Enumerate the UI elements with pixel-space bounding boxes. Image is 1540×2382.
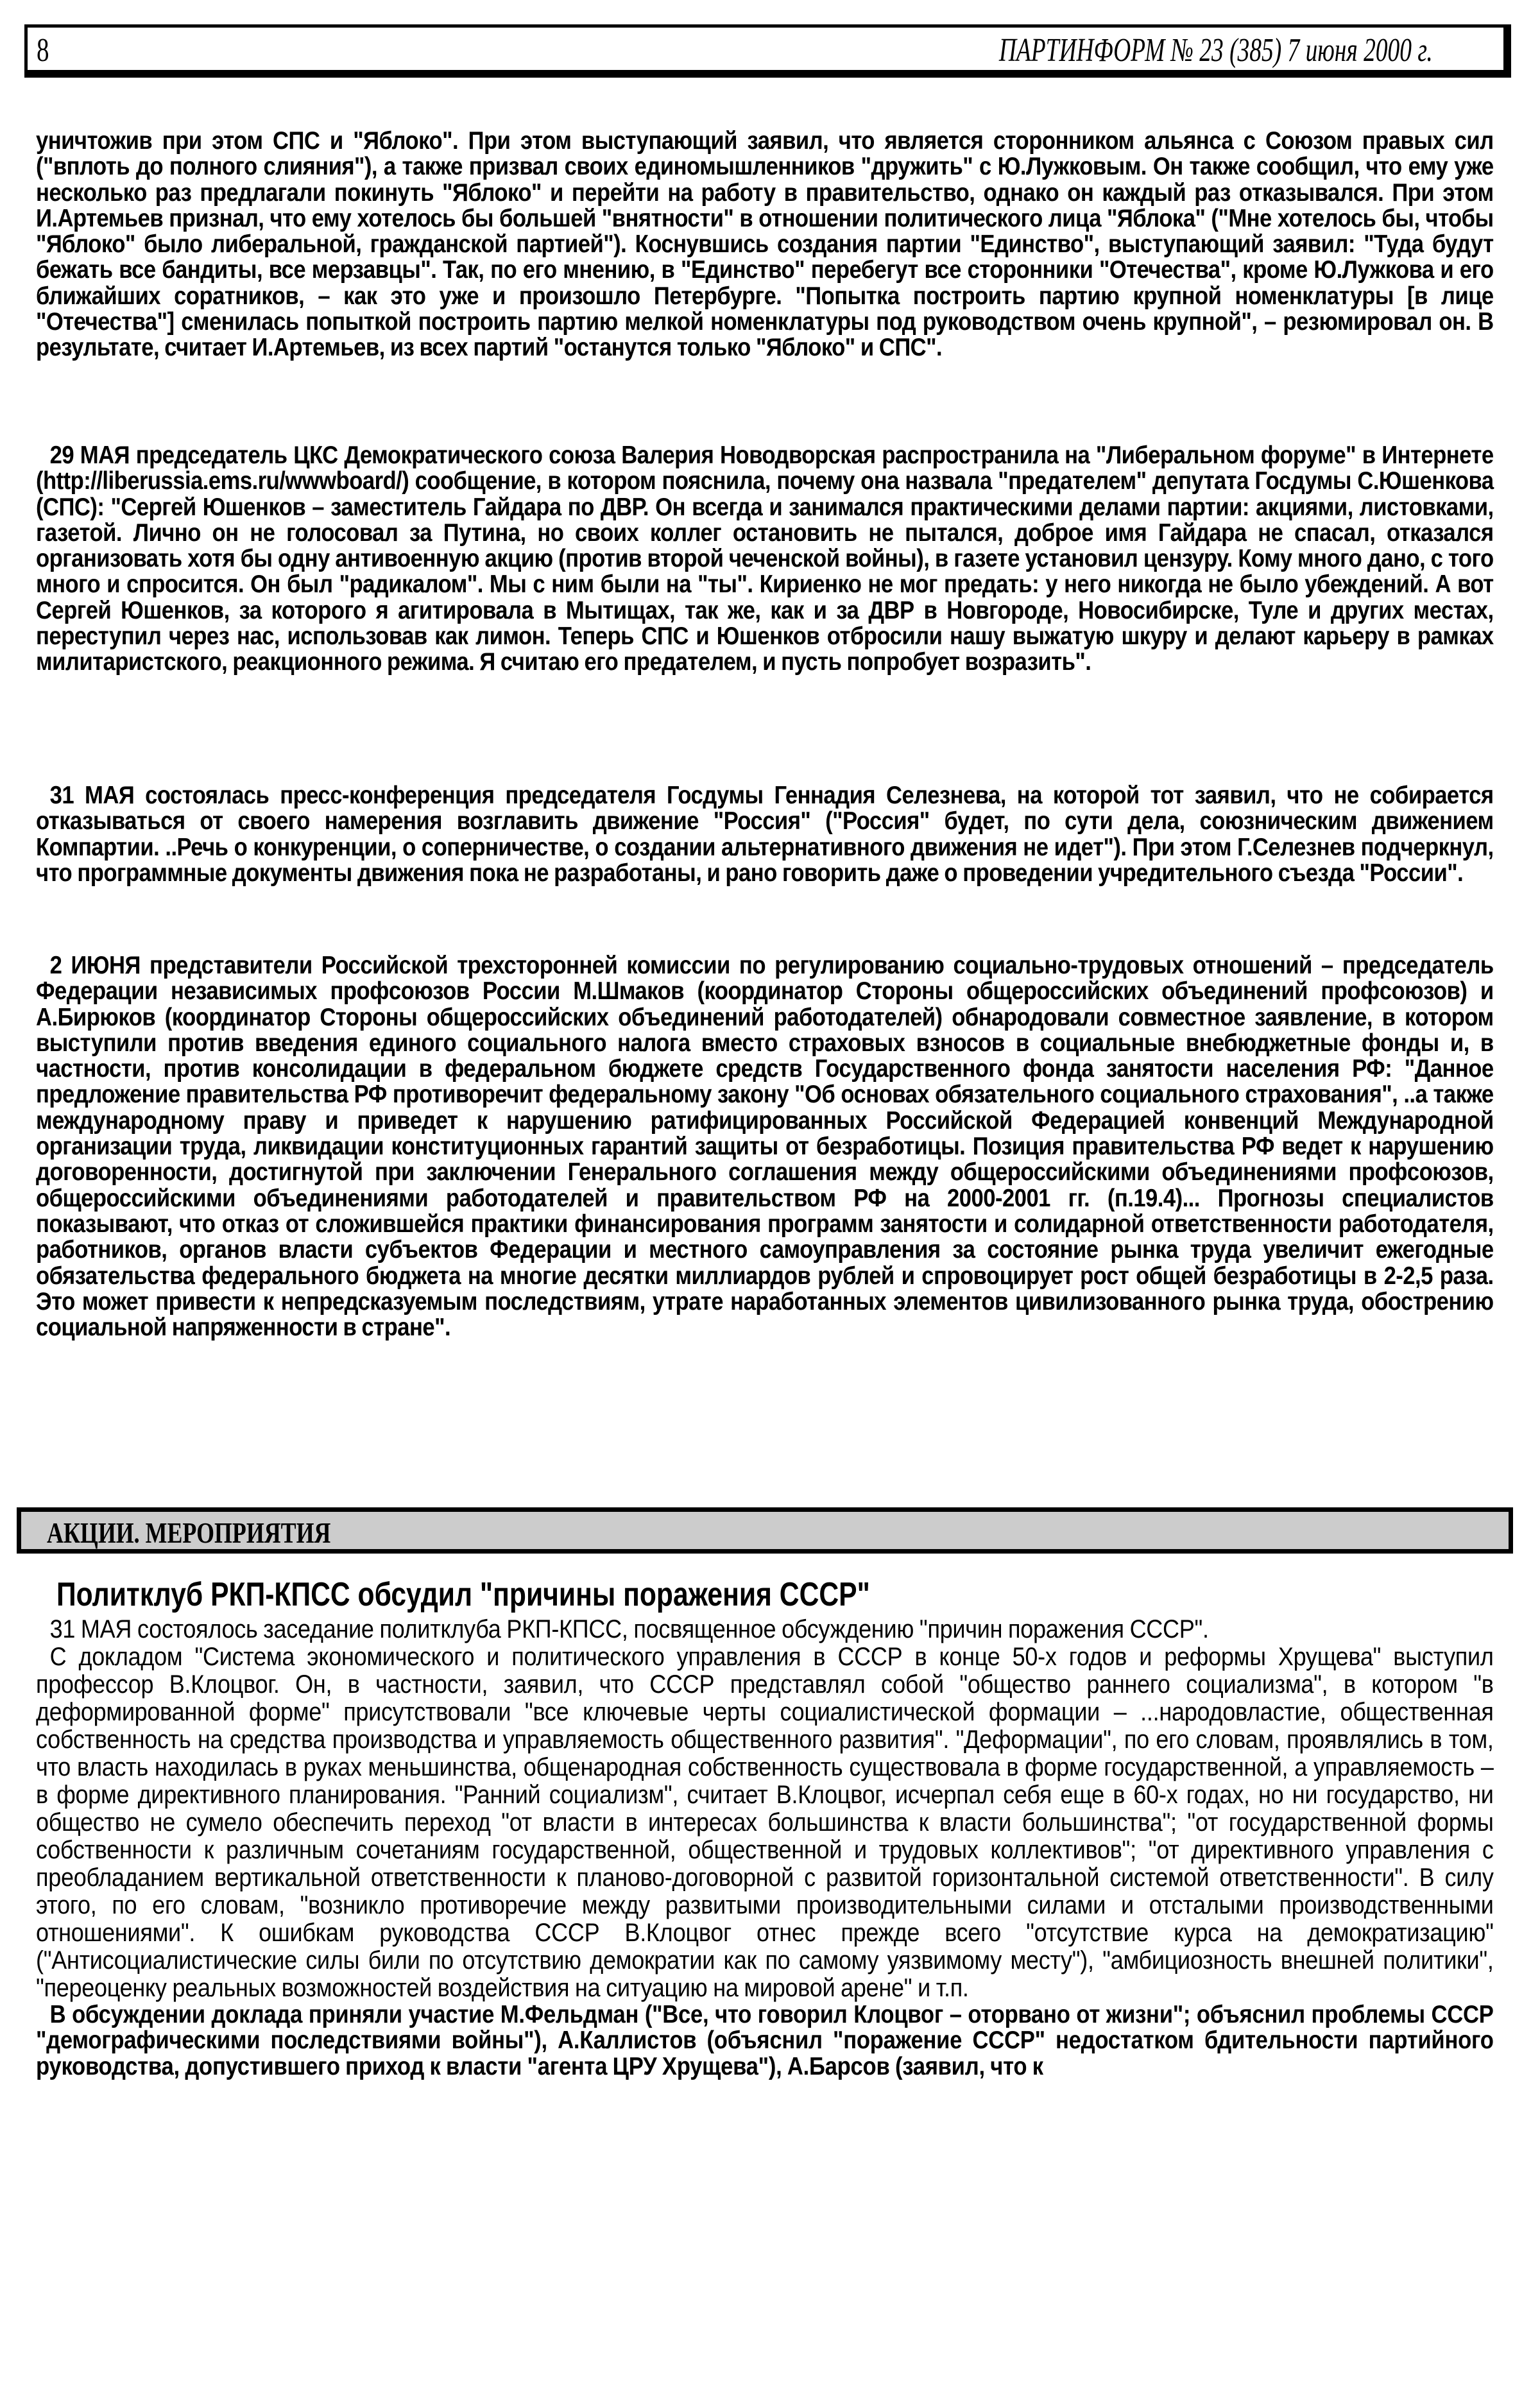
news-item-seleznev — [36, 783, 1494, 886]
paragraph-text: председатель ЦКС Демократического союза Валерия Новодворская распространила на "Либеральном форуме" в Интернете (http://liberussia.ems.ru/wwwboard/) сообщение, в котором пояснила, почему она назвала "предателем" депутата Госдумы С.Юшенкова (СПС): "Сергей Юшенков – заместитель Гайдара по ДВР. Он всегда и занимался практическими делами партии: акциями, листовками, газетой. Лично он не голосовал за Путина, но своих коллег остановить не пытался, доброе имя Гайдара не спасал, отказался организовать хотя бы одну антивоенную акцию (против второй чеченской войны), в газете установил цензуру. Кому много дано, с того много и спросится. Он был "радикалом". Мы с ним были на "ты". Кириенко не мог предать: у него никогда не было убеждений. А вот Сергей Юшенков, за которого я агитировала в Мытищах, так же, как и за ДВР в Новгороде, Новосибирске, Туле и других местах, переступил через нас, использовав как лимон. Теперь СПС и Юшенков отбросили нашу выжатую шкуру и делают карьеру в рамках милитаристского, реакционного режима. Я считаю его предателем, и пусть попробует возразить". — [36, 441, 1494, 676]
article-paragraph-text: 31 МАЯ состоялось заседание политклуба РКП-КПСС, посвященное обсуждению "причин поражения СССР". — [49, 1615, 1209, 1643]
paragraph-date: 2 ИЮНЯ — [49, 952, 141, 979]
article-headline: Политклуб РКП-КПСС обсудил "причины поражения СССР" — [56, 1576, 870, 1613]
paragraph — [36, 953, 1494, 1341]
article-closing-paragraph — [36, 2002, 1494, 2080]
masthead: ПАРТИНФОРМ № 23 (385) 7 июня 2000 г. — [999, 32, 1433, 69]
article-paragraph-text: В обсуждении доклада приняли участие М.Фельдман ("Все, что говорил Клоцвог – оторвано от жизни"; объяснил проблемы СССР "демографическими последствиями войны"), А.Каллистов (объяснил "поражение СССР" недостатком бдительности партийного руководства, допустившего приход к власти "агента ЦРУ Хрущева"), А.Барсов (заявил, что к — [36, 2001, 1494, 2080]
article-body — [36, 1616, 1494, 2080]
paragraph-date: 31 МАЯ — [49, 782, 135, 809]
section-header — [17, 1507, 1513, 1554]
news-item-novodvorskaya — [36, 443, 1494, 676]
paragraph-text: уничтожив при этом СПС и "Яблоко". При этом выступающий заявил, что является сторонником альянса с Союзом правых сил ("вплоть до полного слияния"), а также призвал своих единомышленников "дружить" с Ю.Лужковым. Он также сообщил, что ему уже несколько раз предлагали покинуть "Яблоко" и перейти на работу в правительство, однако он каждый раз отказывался. При этом И.Артемьев признал, что ему хотелось бы большей "внятности" в отношении политического лица "Яблока" ("Мне хотелось бы, чтобы "Яблоко" было либеральной, гражданской партией"). Коснувшись создания партии "Единство", выступающий заявил: "Туда будут бежать все бандиты, все мерзавцы". Так, по его мнению, в "Единство" перебегут все сторонники "Отечества", кроме Ю.Лужкова и его ближайших соратников, – как это уже и произошло Петербурге. "Попытка построить партию крупной номенклатуры [в лице "Отечества"] сменилась попыткой построить партию мелкой номенклатуры под руководством очень крупной", – резюмировал он. В результате, считает И.Артемьев, из всех партий "останутся только "Яблоко" и СПС". — [36, 127, 1494, 362]
news-item-artemyev — [36, 128, 1494, 361]
article-paragraph-text: С докладом "Система экономического и политического управления в СССР в конце 50-х годов и реформы Хрущева" выступил профессор В.Клоцвог. Он, в частности, заявил, что СССР представлял собой "общество раннего социализма", в котором "в деформированной форме" присутствовали "все ключевые черты социалистической формации – ...народовластие, общественная собственность на средства производства и управляемость общественного развития". "Деформации", по его словам, проявлялись в том, что власть находилась в руках меньшинства, общенародная собственность существовала в форме государственной, а управляемость – в форме директивного планирования. "Ранний социализм", считает В.Клоцвог, исчерпал себя еще в 60-х годах, но ни государство, ни общество не сумело обеспечить переход "от власти в интересах большинства к власти большинства"; "от государственной формы собственности к различным сочетаниям государственной, общественной и трудовых коллективов"; "от директивного управления с преобладанием вертикальной ответственности к планово-договорной с развитой горизонтальной системой ответственности". В силу этого, по его словам, "возникло противоречие между развитыми производительными силами и отсталыми производственными отношениями". К ошибкам руководства СССР В.Клоцвог отнес прежде всего "отсутствие курса на демократизацию" ("Антисоциалистические силы били по отсутствию демократии как по самому уязвимому месту"), "амбициозность внешней политики", "переоценку реальных возможностей воздействия на ситуацию на мировой арене" и т.п. — [36, 1643, 1494, 2002]
news-item-tripartite-commission — [36, 953, 1494, 1341]
paragraph — [36, 783, 1494, 886]
page-header — [24, 24, 1511, 78]
paragraph-date: 29 МАЯ — [49, 441, 130, 469]
paragraph-text: состоялась пресс-конференция председателя Госдумы Геннадия Селезнева, на которой тот заявил, что не собирается отказываться от своего намерения возглавить движение "Россия" ("Россия" будет, по сути дела, союзническим движением Компартии. ..Речь о конкуренции, о соперничестве, о создании альтернативного движения не идет"). При этом Г.Селезнев подчеркнул, что программные документы движения пока не разработаны, и рано говорить даже о проведении учредительного съезда "России". — [36, 782, 1494, 887]
page-number: 8 — [37, 32, 49, 69]
paragraph-text: представители Российской трехсторонней комиссии по регулированию социально-трудовых отношений – председатель Федерации независимых профсоюзов России М.Шмаков (координатор Стороны общероссийских объединений профсоюзов) и А.Бирюков (координатор Стороны общероссийских объединений работодателей) обнародовали совместное заявление, в котором выступили против введения единого социального налога вместо страховых взносов в социальные внебюджетные фонды и, в частности, против консолидации в федеральном бюджете средств Государственного фонда занятости населения РФ: "Данное предложение правительства РФ противоречит федеральному закону "Об основах обязательного социального страхования", ..а также международному праву и приведет к нарушению ратифицированных Российской Федерацией конвенций Международной организации труда, ликвидации конституционных гарантий защиты от безработицы. Позиция правительства РФ ведет к нарушению договоренности, достигнутой при заключении Генерального соглашения между общероссийскими объединениями профсоюзов, общероссийскими объединениями работодателей и правительством РФ на 2000-2001 гг. (п.19.4)... Прогнозы специалистов показывают, что отказ от сложившейся практики финансирования программ занятости и солидарной ответственности работодателя, работников, органов власти субъектов Федерации и местного самоуправления за состояние рынка труда увеличит ежегодные обязательства федерального бюджета на многие десятки миллиардов рублей и спровоцирует рост общей безработицы в 2-2,5 раза. Это может привести к непредсказуемым последствиям, утрате наработанных элементов цивилизованного рынка труда, обострению социальной напряженности в стране". — [36, 952, 1494, 1342]
article-paragraph — [36, 1616, 1494, 1643]
article-paragraph — [36, 1643, 1494, 2002]
section-title: АКЦИИ. МЕРОПРИЯТИЯ — [47, 1516, 331, 1549]
paragraph — [36, 443, 1494, 676]
